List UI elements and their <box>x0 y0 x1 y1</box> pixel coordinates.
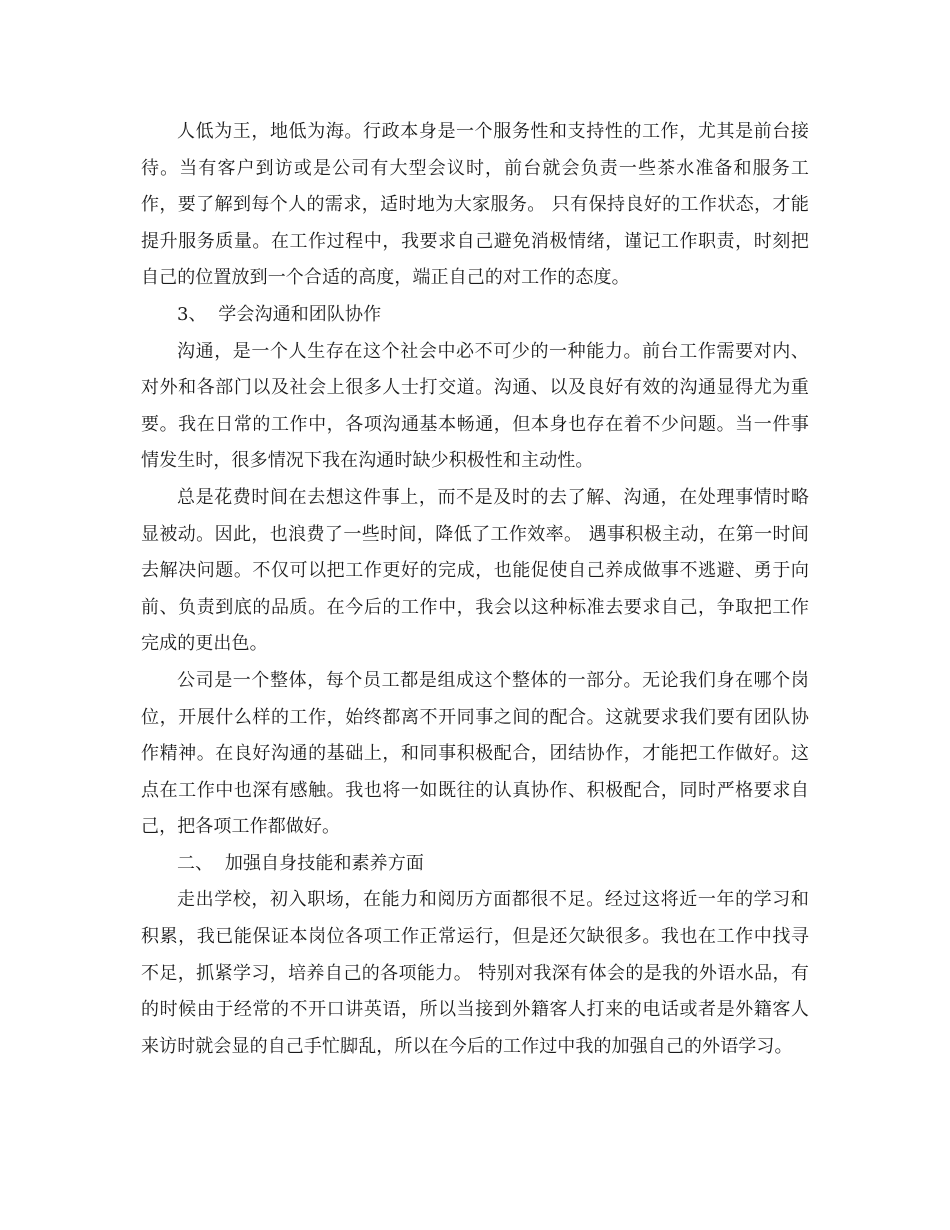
heading-communication-teamwork: 3、 学会沟通和团队协作 <box>177 303 382 325</box>
paragraph-proactive: 总是花费时间在去想这件事上，而不是及时的去了解、沟通，在处理事情时略显被动。因此，也浪费了一些时间，降低了工作效率。 遇事积极主动，在第一时间去解决问题。不仅可以把工作更好的完成，也能促使自己养成做事不逃避、勇于向前、负责到底的品质。在今后的工作中，我会以这种标准去要求自己，争取把工作完成的更出色。 <box>141 486 809 655</box>
paragraph-communication: 沟通，是一个人生存在这个社会中必不可少的一种能力。前台工作需要对内、对外和各部门以及社会上很多人士打交道。沟通、以及良好有效的沟通显得尤为重要。我在日常的工作中，各项沟通基本畅通，但本身也存在着不少问题。当一件事情发生时，很多情况下我在沟通时缺少积极性和主动性。 <box>141 340 809 472</box>
heading-skills-quality: 二、 加强自身技能和素养方面 <box>177 852 424 874</box>
paragraph-service-attitude: 人低为王，地低为海。行政本身是一个服务性和支持性的工作，尤其是前台接待。当有客户到访或是公司有大型会议时，前台就会负责一些茶水准备和服务工作，要了解到每个人的需求，适时地为大家服务。 只有保持良好的工作状态，才能提升服务质量。在工作过程中，我要求自己避免消极情绪，谨记工作职责，时刻把自己的位置放到一个合适的高度，端正自己的对工作的态度。 <box>141 121 809 289</box>
paragraph-skills: 走出学校，初入职场，在能力和阅历方面都很不足。经过这将近一年的学习和积累，我已能保证本岗位各项工作正常运行，但是还欠缺很多。我也在工作中找寻不足，抓紧学习，培养自己的各项能力。 特别对我深有体会的是我的外语水品，有的时候由于经常的不开口讲英语，所以当接到外籍客人打来的电话或者是外籍客人来访时就会显的自己手忙脚乱，所以在今后的工作过中我的加强自己的外语学习。 <box>141 889 809 1057</box>
document-body <box>141 114 809 1065</box>
paragraph-teamwork: 公司是一个整体，每个员工都是组成这个整体的一部分。无论我们身在哪个岗位，开展什么样的工作，始终都离不开同事之间的配合。这就要求我们要有团队协作精神。在良好沟通的基础上，和同事积极配合，团结协作，才能把工作做好。这点在工作中也深有感触。我也将一如既往的认真协作、积极配合，同时严格要求自己，把各项工作都做好。 <box>141 669 809 838</box>
